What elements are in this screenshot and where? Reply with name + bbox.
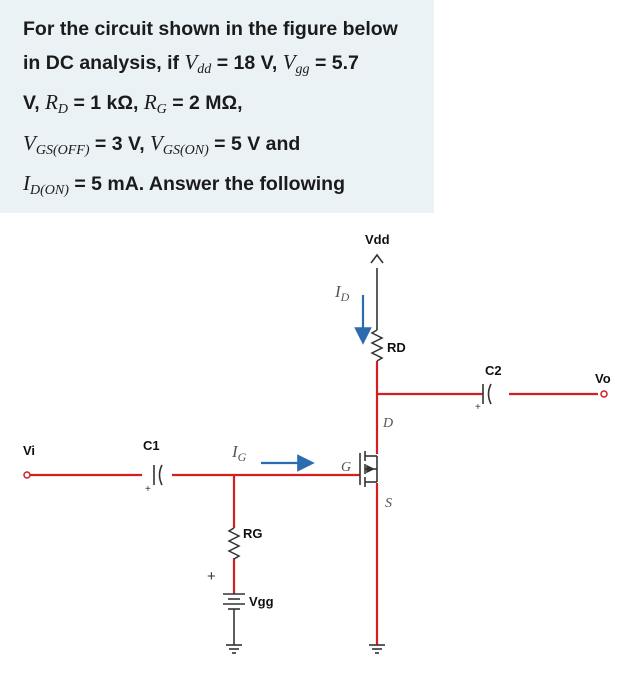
c2-plus: + <box>475 402 481 413</box>
g-label: G <box>341 460 352 475</box>
vgg-plus: + <box>207 568 216 585</box>
question-line-2-prefix: in DC analysis, if <box>23 51 185 74</box>
rd-subscript: D <box>57 102 69 117</box>
vgson-symbol: V <box>150 130 163 155</box>
rg-subscript: G <box>156 102 167 117</box>
vgg-battery <box>223 594 245 645</box>
vgson-value: = 5 V and <box>214 132 301 155</box>
id-current-indicator <box>334 282 363 336</box>
vdd-terminal <box>365 232 390 330</box>
vgsoff-symbol: V <box>23 130 36 155</box>
id-label: $I_D$ <box>335 282 350 304</box>
vi-label: Vi <box>23 443 36 458</box>
vgsoff-subscript: GS(OFF) <box>35 142 90 158</box>
d-label: D <box>383 416 394 431</box>
idon-subscript: D(ON) <box>30 183 69 198</box>
rg-resistor <box>229 526 263 559</box>
rg-label: RG <box>243 526 263 541</box>
s-label: S <box>385 496 392 511</box>
idon-value: = 5 mA. Answer the following <box>74 173 345 195</box>
vdd-label: Vdd <box>365 232 390 247</box>
ig-label: $I_G$ <box>232 442 247 464</box>
rd-value: = 1 kΩ, <box>73 92 139 114</box>
vo-terminal-circle <box>593 384 633 404</box>
question-line-1: For the circuit shown in the figure below <box>23 18 398 40</box>
rd-symbol: R <box>45 90 58 114</box>
vi-terminal <box>23 443 35 478</box>
question-text <box>23 13 427 240</box>
vgg-value: = 5.7 <box>314 51 359 74</box>
rg-symbol: R <box>143 90 157 114</box>
vdd-symbol: V <box>184 49 198 74</box>
vdd-value: = 18 V, <box>216 51 278 74</box>
circuit-panel <box>23 213 611 690</box>
question-line-3-prefix: V, <box>23 92 46 114</box>
c1-plus: + <box>145 484 151 495</box>
ground-icon <box>369 645 385 653</box>
rd-label: RD <box>387 340 406 355</box>
rg-value: = 2 MΩ, <box>172 92 243 114</box>
c1-capacitor <box>143 438 162 495</box>
vgg-symbol: V <box>282 49 296 74</box>
circuit-wires <box>27 361 598 645</box>
vo-label: Vo <box>595 371 611 386</box>
idon-symbol: I <box>23 171 30 195</box>
question-panel <box>0 0 434 213</box>
vgg-label: Vgg <box>249 594 274 609</box>
vdd-subscript: dd <box>197 61 212 77</box>
c2-capacitor <box>475 363 509 413</box>
vgson-subscript: GS(ON) <box>162 142 209 158</box>
c1-label: C1 <box>143 438 160 453</box>
c2-label: C2 <box>485 363 502 378</box>
mosfet-transistor <box>360 451 377 487</box>
ig-current-indicator <box>231 442 306 464</box>
vgg-subscript: gg <box>295 61 310 77</box>
circuit-diagram <box>23 213 611 690</box>
rd-resistor <box>372 330 406 361</box>
vgsoff-value: = 3 V, <box>94 132 145 155</box>
ground-icon <box>226 645 242 653</box>
